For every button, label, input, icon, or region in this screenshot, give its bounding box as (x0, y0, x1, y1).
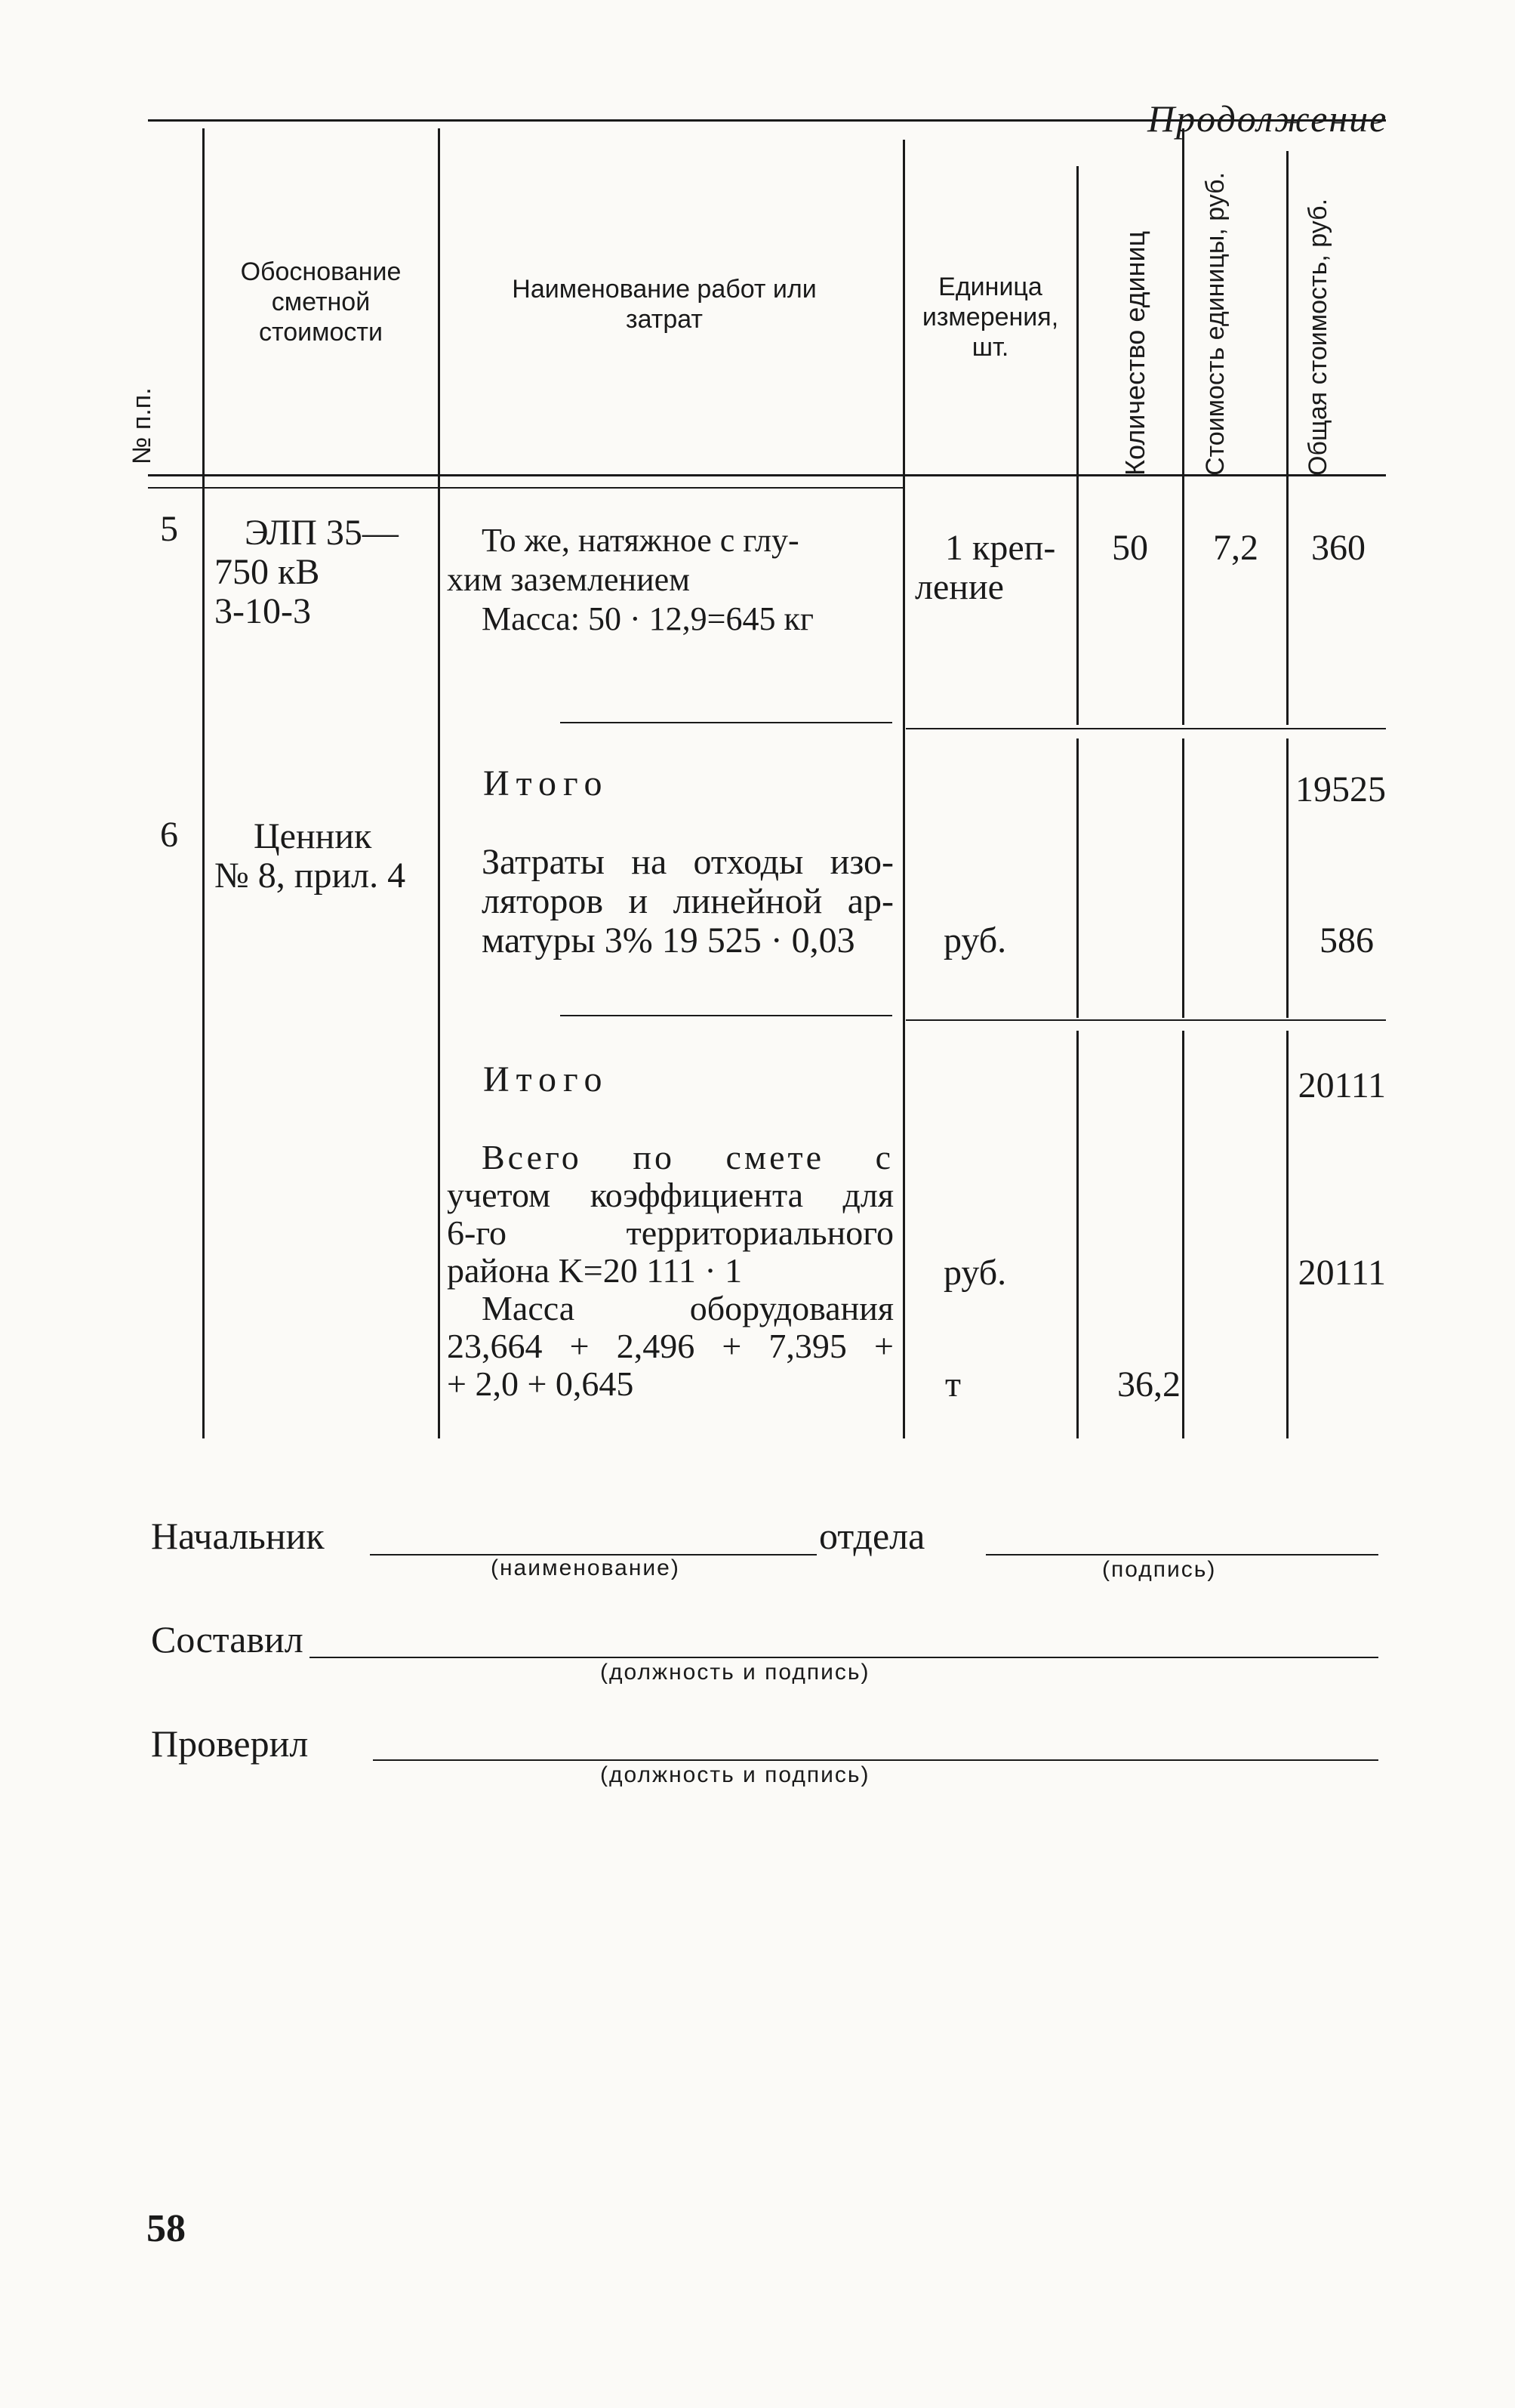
subtotal-rule-2b (906, 1019, 1386, 1021)
col-divider-5c (1182, 1031, 1184, 1438)
row-5-total: 360 (1311, 528, 1366, 568)
row-5-num: 5 (160, 509, 178, 549)
continuation-label: Продолжение (1147, 97, 1388, 140)
col-divider-6c (1286, 1031, 1289, 1438)
subtotal-1-total: 19525 (1295, 769, 1386, 809)
header-unit-cost: Стоимость единицы, руб. (1201, 171, 1230, 476)
row-5-unit-cost: 7,2 (1213, 528, 1258, 568)
checked-hint: (должность и подпись) (600, 1762, 870, 1787)
grand-total-total: 20111 (1298, 1253, 1386, 1293)
equipment-mass-unit: т (945, 1364, 961, 1404)
compiled-line (309, 1657, 1378, 1658)
header-num: № п.п. (128, 387, 156, 464)
head-label: Начальник (151, 1515, 325, 1557)
head-sign-line (986, 1554, 1378, 1555)
col-divider-4c (1076, 1031, 1079, 1438)
col-divider-5b (1182, 738, 1184, 1018)
col-divider-4 (1076, 166, 1079, 725)
col-divider-2 (438, 128, 440, 1438)
equipment-mass-text: Масса оборудования 23,664 + 2,496 + 7,395 + + 2,0 + 0,645 (447, 1289, 894, 1403)
name-hint: (наименование) (491, 1555, 680, 1580)
grand-total-unit: руб. (944, 1253, 1007, 1293)
checked-label: Проверил (151, 1722, 309, 1765)
row-5-basis: ЭЛП 35— 750 кВ 3-10-3 (214, 513, 399, 631)
table-top-rule (148, 119, 1386, 122)
subtotal-2-label: Итого (483, 1059, 609, 1099)
compiled-hint: (должность и подпись) (600, 1660, 870, 1685)
header-bottom-rule-2 (148, 487, 903, 489)
row-5-work: То же, натяжное с глу- хим заземлением Масса: 50 · 12,9=645 кг (447, 522, 814, 637)
subtotal-1-label: Итого (483, 763, 609, 803)
row-5-quantity: 50 (1112, 528, 1148, 568)
header-unit: Единица измерения, шт. (922, 273, 1059, 362)
col-divider-6 (1286, 151, 1289, 725)
row-6-basis: Ценник № 8, прил. 4 (214, 816, 406, 896)
col-divider-4b (1076, 738, 1079, 1018)
sign-hint: (подпись) (1102, 1557, 1217, 1582)
checked-line (373, 1759, 1378, 1761)
header-quantity: Количество единиц (1119, 230, 1150, 476)
header-basis: Обоснование сметной стоимости (240, 257, 402, 347)
row-6-work: Затраты на отходы изо- ляторов и линейной ар- матуры 3% 19 525 · 0,03 (482, 842, 894, 960)
dept-label: отдела (819, 1515, 925, 1557)
compiled-label: Составил (151, 1618, 303, 1660)
row-5-unit: 1 креп- ление (915, 528, 1056, 607)
row-6-total: 586 (1319, 920, 1374, 960)
header-work-name: Наименование работ или затрат (512, 275, 817, 334)
col-divider-3 (903, 140, 905, 1438)
col-divider-6b (1286, 738, 1289, 1018)
page-number: 58 (146, 2207, 186, 2250)
row-6-num: 6 (160, 815, 178, 855)
col-divider-5 (1182, 128, 1184, 725)
subtotal-rule-1a (560, 722, 892, 723)
col-divider-1 (202, 128, 205, 1438)
equipment-mass-quantity: 36,2 (1117, 1364, 1181, 1404)
subtotal-2-total: 20111 (1298, 1065, 1386, 1105)
row-6-unit: руб. (944, 920, 1007, 960)
grand-total-text: Всего по смете с учетом коэффициента для 6-го территориального района K=20 111 · 1 (447, 1138, 894, 1290)
subtotal-rule-1b (906, 728, 1386, 729)
header-total-cost: Общая стоимость, руб. (1304, 198, 1332, 476)
subtotal-rule-2a (560, 1015, 892, 1016)
